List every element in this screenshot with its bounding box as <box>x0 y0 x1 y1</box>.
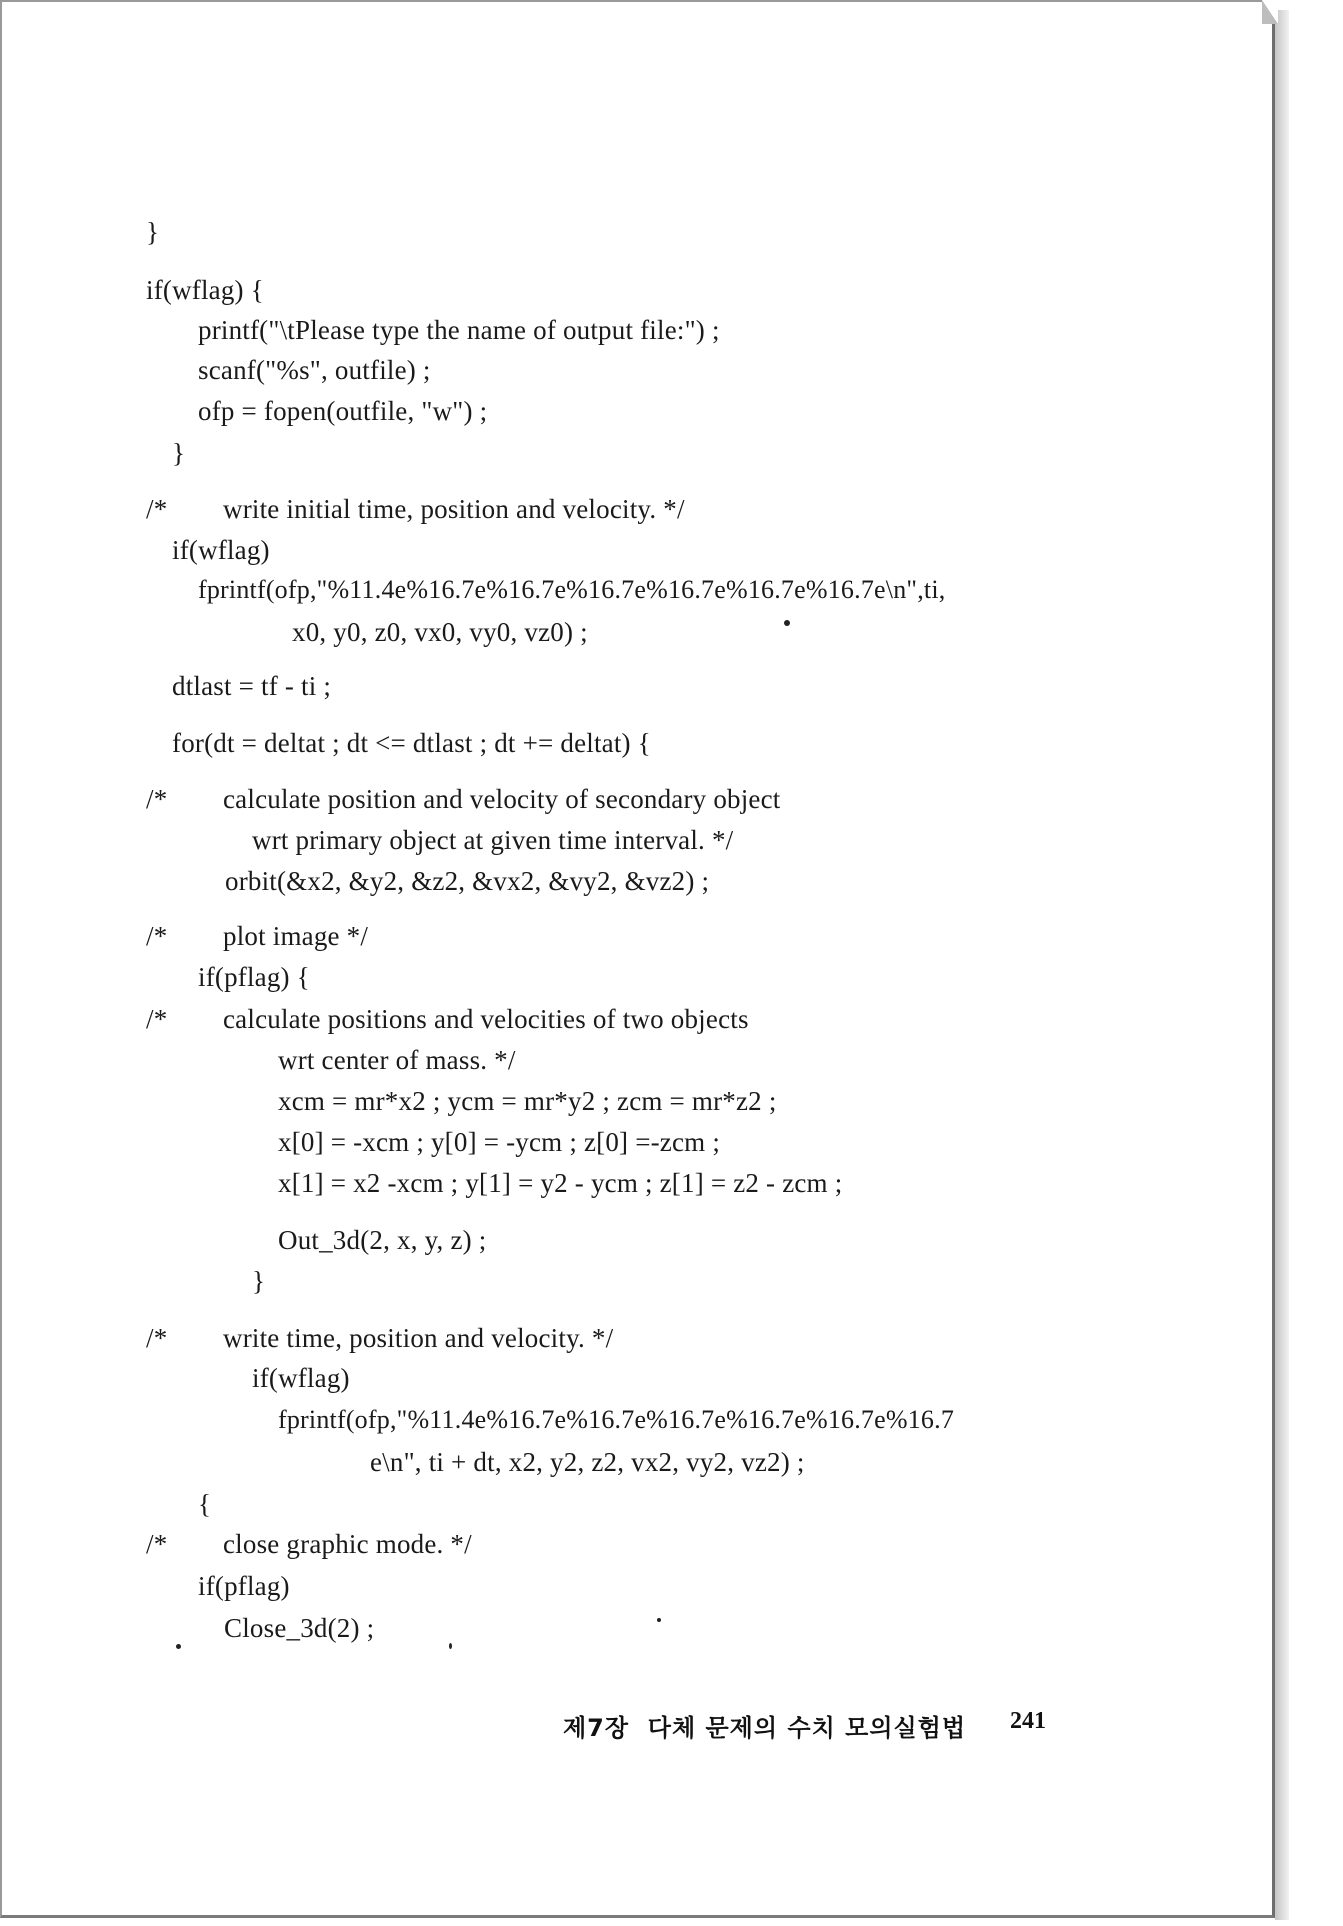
code-line: x0, y0, z0, vx0, vy0, vz0) ; <box>292 617 588 647</box>
code-line: xcm = mr*x2 ; ycm = mr*y2 ; zcm = mr*z2 ; <box>278 1086 777 1116</box>
code-line: { <box>198 1489 212 1519</box>
code-line: scanf("%s", outfile) ; <box>198 355 431 385</box>
code-line: x[0] = -xcm ; y[0] = -ycm ; z[0] =-zcm ; <box>278 1127 721 1157</box>
chapter-title: 제7장 다체 문제의 수치 모의실험법 <box>563 1714 967 1742</box>
code-line: fprintf(ofp,"%11.4e%16.7e%16.7e%16.7e%16.7e%16.7e%16.7 <box>278 1405 955 1434</box>
code-line: if(pflag) { <box>198 962 310 992</box>
scan-speck <box>784 620 790 626</box>
scan-speck <box>449 1643 452 1649</box>
code-comment-line: wrt primary object at given time interval. */ <box>252 825 734 855</box>
code-comment-line: wrt center of mass. */ <box>278 1045 516 1075</box>
code-line: orbit(&x2, &y2, &z2, &vx2, &vy2, &vz2) ; <box>225 866 710 896</box>
page-number: 241 <box>1010 1708 1046 1734</box>
page-edge-shadow <box>1275 10 1289 1920</box>
code-line: if(wflag) <box>172 535 270 565</box>
page-corner-fold <box>1262 0 1278 24</box>
code-line: Out_3d(2, x, y, z) ; <box>278 1225 487 1255</box>
code-line: if(wflag) { <box>146 275 264 305</box>
code-comment-line: /* write time, position and velocity. */ <box>146 1323 614 1353</box>
scan-speck <box>657 1618 661 1622</box>
code-comment-line: /* plot image */ <box>146 921 369 951</box>
code-line: x[1] = x2 -xcm ; y[1] = y2 - ycm ; z[1] = z2 - zcm ; <box>278 1168 843 1198</box>
code-line: if(wflag) <box>252 1363 350 1393</box>
code-line: e\n", ti + dt, x2, y2, z2, vx2, vy2, vz2) ; <box>370 1447 805 1477</box>
code-line: } <box>252 1266 266 1296</box>
scan-speck <box>176 1644 181 1649</box>
code-line: Close_3d(2) ; <box>224 1613 375 1643</box>
code-comment-line: /* close graphic mode. */ <box>146 1529 472 1559</box>
code-line: } <box>172 438 186 468</box>
code-line: for(dt = deltat ; dt <= dtlast ; dt += deltat) { <box>172 728 651 758</box>
code-comment-line: /* calculate position and velocity of secondary object <box>146 784 781 814</box>
code-line: fprintf(ofp,"%11.4e%16.7e%16.7e%16.7e%16.7e%16.7e%16.7e\n",ti, <box>198 575 946 604</box>
code-line: printf("\tPlease type the name of output file:") ; <box>198 315 720 345</box>
code-line: } <box>146 217 160 247</box>
code-line: ofp = fopen(outfile, "w") ; <box>198 396 488 426</box>
code-comment-line: /* write initial time, position and velocity. */ <box>146 494 685 524</box>
code-line: if(pflag) <box>198 1571 290 1601</box>
code-line: dtlast = tf - ti ; <box>172 671 332 701</box>
code-comment-line: /* calculate positions and velocities of two objects <box>146 1004 749 1034</box>
